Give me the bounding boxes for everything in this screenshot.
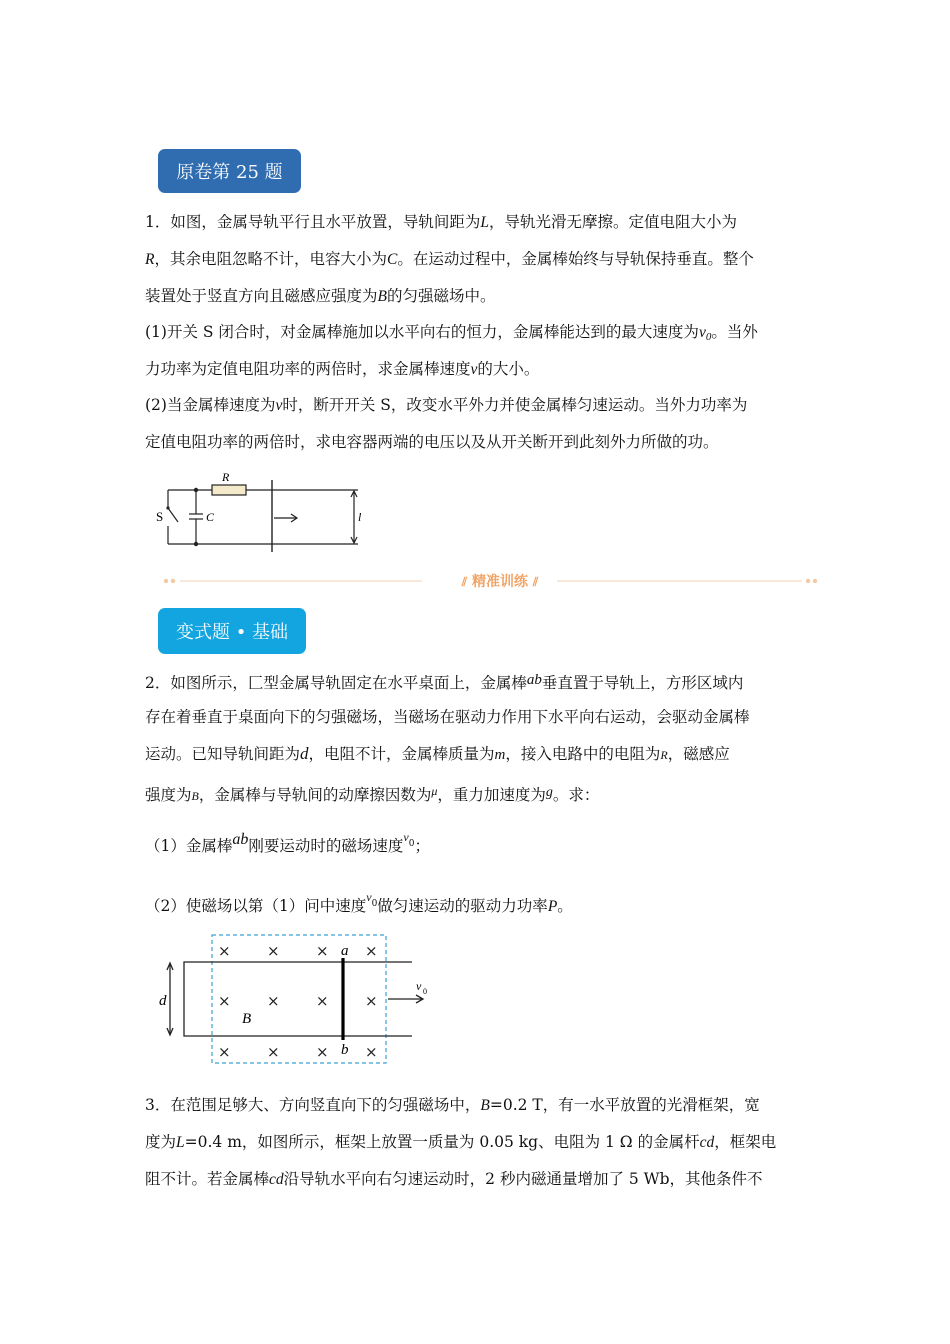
q2-line-1 — [145, 669, 743, 694]
q2-symbol: v — [403, 830, 409, 844]
q1-symbol: L — [480, 214, 489, 231]
field-cross: × — [267, 992, 280, 1010]
q1-text: 。在运动过程中，金属棒始终与导轨保持垂直。整个 — [397, 250, 754, 268]
label-l: l — [358, 510, 362, 524]
field-cross: × — [316, 942, 329, 960]
label-v: v — [416, 979, 422, 993]
q2-symbol: g — [545, 785, 553, 800]
magnetic-field-region — [212, 935, 386, 1063]
q3-text: 3．在范围足够大、方向竖直向下的匀强磁场中， — [145, 1096, 481, 1114]
q2-text: ，磁感应 — [667, 745, 730, 763]
q1-symbol: R — [145, 251, 155, 268]
field-cross: × — [218, 992, 231, 1010]
q2-text: ，金属棒与导轨间的动摩擦因数为 — [198, 786, 432, 804]
divider-title: 精准训练 — [472, 574, 528, 590]
q2-text: 强度为 — [145, 786, 192, 804]
q2-text: 垂直置于导轨上，方形区域内 — [541, 674, 744, 692]
label-C: C — [206, 510, 215, 524]
q2-text: ，接入电路中的电阻为 — [505, 745, 661, 763]
q1-line-1 — [145, 211, 737, 234]
original-question-badge: 原卷第 25 题 — [158, 149, 301, 193]
q2-symbol: d — [300, 744, 309, 763]
q1-text: 装置处于竖直方向且磁感应强度为 — [145, 287, 378, 305]
slash-icon: ⫽ — [461, 575, 468, 589]
label-S: S — [156, 509, 164, 524]
q2-text: 。求： — [552, 786, 600, 804]
q2-subscript: 0 — [408, 839, 415, 849]
q1-text: (1)开关 S 闭合时，对金属棒施加以水平向右的恒力，金属棒能达到的最大速度为 — [145, 323, 699, 341]
q3-line-3 — [145, 1168, 763, 1191]
q1-symbol: v — [698, 324, 706, 341]
q1-text: 时，断开开关 S，改变水平外力并使金属棒匀速运动。当外力功率为 — [282, 396, 748, 414]
q3-text: 度为 — [145, 1133, 177, 1151]
q1-symbol: v — [470, 361, 478, 378]
q1-text: ，其余电阻忽略不计，电容大小为 — [154, 250, 387, 268]
label-a: a — [341, 943, 349, 959]
q3-symbol: L — [176, 1134, 185, 1151]
q2-symbol: B — [191, 789, 199, 803]
q2-text: 做匀速运动的驱动力功率 — [377, 897, 548, 915]
q2-symbol: ab — [526, 672, 542, 688]
circuit-figure — [150, 468, 370, 558]
q3-symbol: cd — [699, 1134, 715, 1151]
q2-symbol: R — [660, 748, 668, 762]
q1-line-2 — [145, 248, 754, 271]
switch-contact — [166, 506, 169, 509]
q3-symbol: B — [480, 1097, 490, 1114]
q3-text: 沿导轨水平向右匀速运动时，2 秒内磁通量增加了 5 Wb，其他条件不 — [283, 1170, 763, 1188]
q2-text: 刚要运动时的磁场速度 — [248, 837, 404, 855]
field-cross: × — [365, 942, 378, 960]
q1-line-7: 定值电阻功率的两倍时，求电容器两端的电压以及从开关断开到此刻外力所做的功。 — [145, 433, 719, 451]
field-cross: × — [365, 992, 378, 1010]
q2-subscript: 0 — [371, 899, 378, 909]
q1-text: (2)当金属棒速度为 — [145, 396, 276, 414]
q1-text: 1．如图，金属导轨平行且水平放置，导轨间距为 — [145, 213, 481, 231]
q3-line-1 — [145, 1094, 760, 1117]
q2-text: 2．如图所示，匚型金属导轨固定在水平桌面上，金属棒 — [145, 674, 527, 692]
field-cross: × — [316, 992, 329, 1010]
q3-symbol: cd — [269, 1171, 284, 1188]
q1-text: 的匀强磁场中。 — [386, 287, 496, 305]
q1-text: 的大小。 — [477, 360, 540, 378]
q1-line-4 — [145, 321, 758, 348]
label-B: B — [242, 1011, 252, 1027]
q3-line-2 — [145, 1131, 776, 1154]
q2-line-4 — [145, 780, 599, 807]
q2-line-3 — [145, 743, 730, 766]
label-v-sub: 0 — [423, 987, 427, 996]
q3-text: =0.4 m，如图所示，框架上放置一质量为 0.05 kg、电阻为 1 Ω 的金属杆 — [184, 1133, 700, 1151]
resistor — [212, 485, 246, 495]
switch-blade — [168, 508, 178, 522]
field-cross: × — [267, 942, 280, 960]
q2-text: 运动。已知导轨间距为 — [145, 745, 301, 763]
q1-symbol: v — [275, 397, 283, 414]
field-cross: × — [267, 1043, 280, 1061]
q1-text: ，导轨光滑无摩擦。定值电阻大小为 — [489, 213, 738, 231]
divider-label — [440, 571, 560, 591]
q1-line-5 — [145, 358, 539, 381]
q1-text: 。当外 — [711, 323, 758, 341]
field-cross: × — [218, 1043, 231, 1061]
q2-line-2: 存在着垂直于桌面向下的匀强磁场，当磁场在驱动力作用下水平向右运动，会驱动金属棒 — [145, 708, 750, 726]
rail-field-figure — [150, 928, 450, 1068]
q1-text: 力功率为定值电阻功率的两倍时，求金属棒速度 — [145, 360, 471, 378]
q2-symbol: v — [366, 890, 372, 904]
slash-icon: ⫽ — [532, 575, 539, 589]
junction-dot — [194, 488, 198, 492]
q2-part-1 — [145, 826, 430, 857]
label-b: b — [341, 1042, 349, 1058]
field-cross: × — [316, 1043, 329, 1061]
variant-question-badge: 变式题 • 基础 — [158, 608, 306, 654]
q2-symbol: m — [494, 747, 506, 763]
q2-text: ，电阻不计，金属棒质量为 — [308, 745, 495, 763]
q2-text: （1）金属棒 — [145, 837, 233, 855]
q2-text: （2）使磁场以第（1）问中速度 — [145, 897, 367, 915]
q2-part-2 — [145, 886, 573, 918]
junction-dot — [194, 542, 198, 546]
q2-text: ； — [414, 837, 430, 855]
q2-text: 。 — [557, 897, 573, 915]
q2-symbol: μ — [431, 784, 438, 798]
label-R: R — [222, 470, 230, 484]
q1-symbol: C — [386, 251, 398, 268]
q3-text: =0.2 T，有一水平放置的光滑框架，宽 — [489, 1096, 760, 1114]
q2-text: ，重力加速度为 — [437, 786, 546, 804]
q1-line-6 — [145, 394, 747, 417]
field-cross: × — [218, 942, 231, 960]
q2-symbol: ab — [232, 831, 249, 848]
field-cross: × — [365, 1043, 378, 1061]
q1-symbol: B — [377, 288, 387, 305]
q1-subscript: 0 — [705, 331, 712, 343]
q3-text: 阻不计。若金属棒 — [145, 1170, 270, 1188]
q3-text: ，框架电 — [714, 1133, 777, 1151]
q1-line-3 — [145, 285, 496, 308]
q2-symbol: P — [547, 898, 558, 915]
label-d: d — [159, 993, 167, 1009]
